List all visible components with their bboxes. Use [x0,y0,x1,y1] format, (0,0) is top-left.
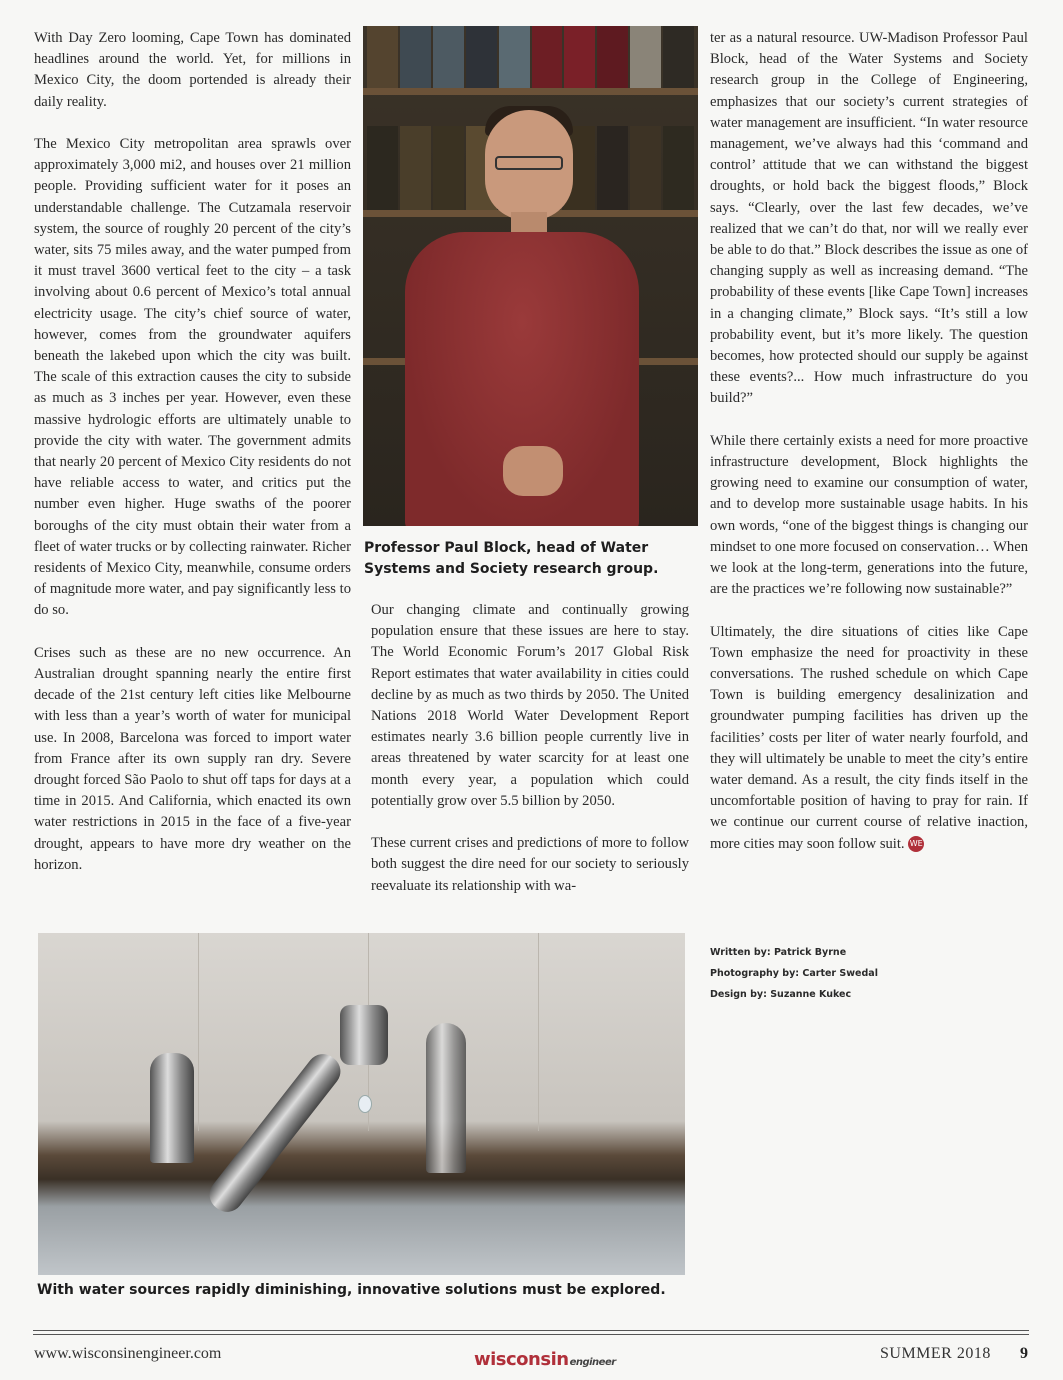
paragraph: While there certainly exists a need for more proactive infrastructure development, Block highlights the growing need to examine our consumption of water, and to develop more sustainable usage habits. In his own words, “one of the biggest things is changing our mindset to one more focused on conservation… When we look at the long-term, generations into the future, are the practices we’re following now sustainable?” [710,432,1028,598]
faucet-handle-left [150,1053,194,1163]
article-column-3 [710,28,1028,876]
shelf [363,88,698,95]
logo-main-text: wisconsin [474,1349,569,1370]
article-column-1 [34,28,351,897]
faucet-head [340,1005,388,1065]
faucet-caption: With water sources rapidly diminishing, innovative solutions must be explored. [37,1282,666,1298]
sprayer [426,1023,466,1173]
paragraph: Our changing climate and continually growing population ensure that these issues are here to stay. The World Economic Forum’s 2017 Global Risk Report estimates that water availability in cities could decline by as much as two thirds by 2050. The United Nations 2018 World Water Development Report estimates nearly 3.6 billion people currently live in areas threatened by water scarcity for at least one month every year, a population which could potentially grow over 5.5 billion by 2050. [371,602,689,809]
footer-rule [33,1334,1029,1335]
paragraph: These current crises and predictions of more to follow both suggest the dire need for our society to seriously reevaluate its relationship with wa- [371,835,689,894]
footer-url: www.wisconsinengineer.com [34,1345,222,1362]
glasses [495,156,563,170]
footer-rule [33,1330,1029,1331]
paragraph: Crises such as these are no new occurrence. An Australian drought spanning nearly the entire first decade of the 21st century left cities like Melbourne with less than a year’s worth of water for municipal use. In 2008, Barcelona was forced to import water from France after its own supply ran dry. Severe drought forced São Paolo to shut off taps for days at a time in 2015. And California, which enacted its own water restrictions in 2015 in the face of a five-year drought, appears to have more dry weather on the horizon. [34,644,351,873]
issue-label: SUMMER 2018 [880,1345,991,1362]
magazine-logo [474,1349,616,1370]
paragraph: With Day Zero looming, Cape Town has dominated headlines around the world. Yet, for millions in Mexico City, the doom portended is already their daily reality. [34,30,351,110]
portrait-photo [363,26,698,526]
bookshelf-row [363,26,698,90]
portrait-caption: Professor Paul Block, head of Water Systems and Society research group. [364,540,659,577]
paragraph: The Mexico City metropolitan area sprawls over approximately 3,000 mi2, and houses over 21 million people. Providing sufficient water for it poses an understandable challenge. The Cutzamala reservoir system, the source of roughly 20 percent of the city’s water, sits 75 miles away, and the water pumped from it must travel 3600 vertical feet to the city – a task involving about 0.6 percent of Mexico’s total annual electricity usage. The city’s chief source of water, however, comes from the groundwater aquifers beneath the lakebed upon which the city was built. The scale of this extraction causes the city to subside as much as 3 inches per year. However, even these massive hydrologic efforts are ultimately unable to provide the city with water. The government admits that nearly 20 percent of Mexico City residents do not have reliable access to water, and critics put the number even higher. Huge swaths of the poorer boroughs of the city must obtain their water from a fleet of water trucks or by collecting rainwater. Richer residents of Mexico City, meanwhile, consume orders of magnitude more water, and pay significantly less to do so. [34,136,351,619]
credit-photography: Photography by: Carter Swedal [710,968,878,979]
credit-design: Design by: Suzanne Kukec [710,989,852,1000]
water-drop-icon [358,1095,372,1113]
clasped-hands [503,446,563,496]
paragraph-text: Ultimately, the dire situations of cities like Cape Town emphasize the need for proactivity in these conversations. The rushed schedule on which Cape Town is building emergency desalinization and groundwater pumping facilities has driven up the facilities’ costs per liter of water nearly fourfold, and they will ultimately be unable to meet the city’s entire water demand. As a result, the city finds itself in the uncomfortable position of having to pray for rain. If we continue our current course of relative inaction, more cities may soon follow suit. [710,623,1028,852]
end-of-article-icon: WE [908,836,924,852]
credit-writer: Written by: Patrick Byrne [710,947,847,958]
logo-sub-text: engineer [569,1357,616,1368]
paragraph [710,622,1028,855]
faucet-spout [203,1048,347,1219]
paragraph: ter as a natural resource. UW-Madison Professor Paul Block, head of the Water Systems and Society research group in the College of Engineering, emphasizes that our society’s current strategies of water management are insufficient. “In water resource management, we’ve always had this ‘command and control’ attitude that we can withstand the biggest droughts, or hold back the biggest floods,” Block says. “Clearly, over the last few decades, we’ve realized that we can’t do that, nor will we really ever be able to do that.” Block describes the issue as one of changing supply as well as increasing demand. “The probability of these events [like Cape Town] increases in a changing climate,” Block says. “It’s still a low probability event, but it’s more likely. The question becomes, how protected should our supply be against these events?... How much infrastructure do you build?” [710,30,1028,407]
article-column-2 [371,600,689,918]
page-number: 9 [1020,1345,1028,1362]
